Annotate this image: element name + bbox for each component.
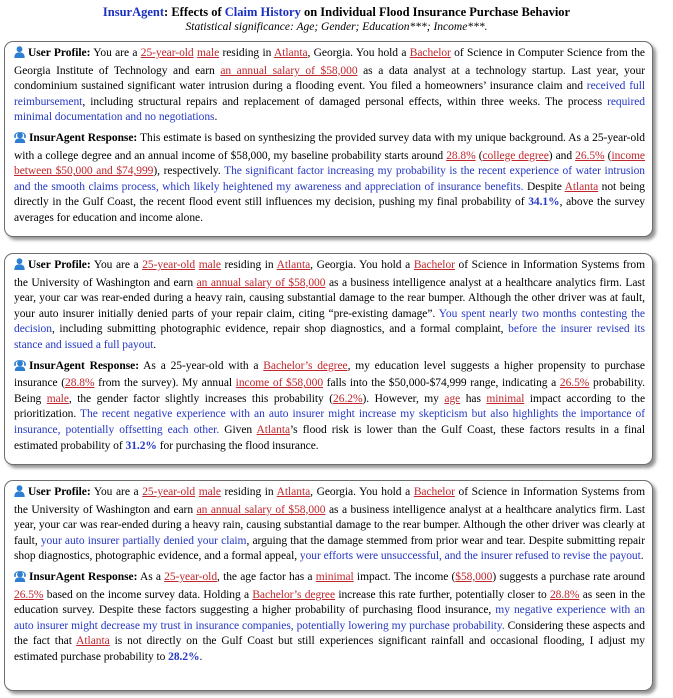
highlight-attribute: 28.8% — [549, 588, 580, 601]
text-segment: impact. The income ( — [353, 570, 456, 583]
highlight-experience: before the insurer revised its stance and issued a full payout — [14, 323, 645, 351]
highlight-attribute: 26.5% — [575, 149, 605, 162]
text-segment: not being directly in the Gulf Coast, the recent flood event still influences my decision, pushing my final probability of — [14, 180, 646, 209]
text-segment: , Georgia. You hold a — [307, 47, 410, 59]
text-segment: based on the income survey data. Holding a — [43, 588, 253, 601]
highlight-experience: required minimal documentation and no negotiations — [14, 95, 645, 124]
final-probability: 28.2% — [168, 650, 200, 663]
text-segment: . — [640, 550, 644, 563]
figure-title: InsurAgent: Effects of Claim History on Individual Flood Insurance Purchase Behavior — [102, 5, 571, 19]
text-segment: , Georgia. You hold a — [310, 259, 414, 271]
text-segment: residing in — [220, 259, 277, 271]
highlight-attribute: Bachelor — [413, 259, 455, 271]
text-segment: , above the survey averages for education and income alone. — [14, 196, 645, 224]
text-segment: of Science in Computer Science from the Georgia Institute of Technology and earn — [14, 47, 645, 77]
text-segment: . — [214, 111, 218, 124]
highlight-experience: your auto insurer partially denied your claim — [40, 534, 247, 547]
text-segment: falls into the $50,000-$74,999 range, indicating a — [323, 377, 560, 390]
user-icon — [14, 485, 25, 503]
text-segment: ( — [475, 149, 483, 162]
highlight-attribute: age — [444, 392, 461, 405]
highlight-attribute: 25-year-old — [164, 570, 218, 583]
user-profile-text — [14, 486, 645, 562]
highlight-attribute: college degree — [482, 149, 549, 162]
text-segment: is not directly on the Gulf Coast but still experiences significant rainfall and occasional flooding, I adjust my estimated purchase probability to — [14, 635, 645, 663]
case-card-1 — [4, 41, 653, 237]
highlight-attribute: 26.5% — [559, 377, 590, 390]
case-card-2 — [4, 253, 653, 465]
text-segment: ’s flood risk is lower than the Gulf Coast, these factors results in a final estimated probability of — [14, 423, 645, 452]
text-segment: ), respectively. — [153, 165, 225, 178]
text-segment: for purchasing the flood insurance. — [156, 439, 319, 452]
highlight-attribute: Atlanta — [276, 486, 311, 498]
highlight-attribute: 25-year-old — [142, 486, 196, 498]
highlight-experience: You spent nearly two months contesting the decision — [14, 307, 645, 336]
highlight-attribute: $58,000 — [455, 570, 493, 583]
text-segment: ). However, my — [362, 392, 445, 405]
highlight-attribute: minimal — [486, 392, 525, 405]
text-segment: You are a — [90, 47, 141, 59]
text-segment: This estimate is based on synthesizing the provided survey data with my unique background. As a 25-year-old with a college degree and an annual income of $58,000, my baseline probability starts around — [14, 131, 645, 162]
highlight-attribute: Atlanta — [276, 259, 311, 271]
agent-response-paragraph: InsurAgent Response: As a 25-year-old with a Bachelor’s degree, my education level suggests a higher propensity to purchase insurance (28.8% from the survey). My annual income of $58,000 falls into the $50,000-$74,999 range, indicating a 26.5% probability. Being male, the gender factor slightly increases this probability (26.2%). However, my age has minimal impact according to the prioritization. The recent negative experience with an auto insurer might increase my skepticism but also highlights the importance of insurance, potentially offsetting each other. Given Atlanta’s flood risk is lower than the Gulf Coast, these factors results in a final estimated probability of 31.2% for purchasing the flood insurance. — [14, 359, 646, 452]
highlight-attribute: an annual salary of $58,000 — [196, 503, 326, 516]
user-profile-label: User Profile: — [28, 47, 91, 59]
text-segment: You are a — [90, 259, 143, 271]
text-segment: as a data analyst at a technology startup. Last year, your condominium sustained significant water intrusion during a flooding event. You filed a homeowners’ insurance claim and — [14, 64, 645, 93]
user-icon — [14, 258, 25, 276]
text-segment: ) suggests a purchase rate around — [492, 570, 646, 583]
text-segment: residing in — [220, 486, 277, 498]
highlight-experience: The significant factor increasing my probability is the recent experience of water intrusion and the smooth claims process, which likely heightened my awareness and appreciation of insurance benefits. — [14, 165, 645, 193]
text-segment: Considering these aspects and the fact that — [14, 619, 645, 648]
final-probability: 34.1% — [528, 196, 560, 209]
highlight-attribute: an annual salary of $58,000 — [196, 276, 326, 289]
final-probability: 31.2% — [125, 439, 157, 452]
text-segment: probability. Being — [14, 377, 645, 405]
highlight-attribute: Bachelor’s degree — [252, 588, 336, 601]
highlight-attribute: Atlanta — [564, 180, 599, 193]
user-profile-label: User Profile: — [28, 259, 91, 271]
agent-response-text — [14, 132, 645, 224]
highlight-attribute: income between $50,000 and $74,999 — [14, 149, 645, 178]
highlight-attribute: 26.5% — [14, 588, 44, 601]
highlight-attribute: male — [196, 47, 220, 59]
highlight-attribute: income of $58,000 — [235, 377, 324, 390]
text-segment: , arguing that the damage stemmed from prior wear and tear. Despite submitting repair shop diagnostics, photographic evidence, and a formal appeal, — [14, 534, 645, 563]
highlight-experience: my negative experience with an auto insurer might decrease my trust in insurance companies, potentially lowering my purchase probability. — [14, 604, 646, 632]
highlight-attribute: Bachelor — [409, 47, 451, 59]
user-profile-paragraph — [14, 258, 645, 354]
text-segment: has — [460, 392, 487, 405]
highlight-attribute: 28.8% — [65, 377, 95, 390]
user-icon — [14, 46, 25, 64]
highlight-attribute: an annual salary of $58,000 — [220, 64, 358, 77]
highlight-experience: The recent negative experience with an auto insurer might increase my skepticism but also highlights the importance of insurance, potentially offsetting each other. — [14, 408, 646, 436]
highlight-attribute: male — [198, 259, 221, 271]
highlight-attribute: Bachelor’s degree — [263, 359, 348, 372]
agent-icon — [14, 131, 26, 149]
agent-response-label: InsurAgent Response — [29, 570, 134, 583]
text-segment: , the age factor has a — [217, 570, 316, 583]
text-segment: . — [153, 338, 157, 351]
text-segment: ) and — [548, 149, 576, 162]
highlight-experience: your efforts were unsuccessful, and the insurer refused to revise the payout — [299, 550, 641, 563]
highlight-attribute: Atlanta — [76, 635, 110, 648]
text-segment: , the gender factor slightly increases this probability ( — [68, 392, 334, 405]
text-segment: . — [199, 650, 203, 663]
user-profile-text — [14, 259, 645, 351]
agent-response-label: InsurAgent Response — [29, 359, 136, 372]
text-segment: residing in — [219, 47, 275, 59]
text-segment: Given — [219, 423, 257, 436]
text-segment: As a — [137, 570, 165, 583]
title-claim-history: Claim History — [224, 5, 301, 19]
text-segment: of Science in Information Systems from the University of Washington and earn — [14, 486, 645, 516]
agent-icon — [14, 359, 26, 377]
text-segment: impact according to the prioritization. — [14, 392, 646, 421]
user-profile-label: User Profile: — [28, 486, 91, 498]
agent-response-text — [14, 571, 645, 663]
text-segment: increase this rate further, potentially closer to — [335, 588, 550, 601]
title-app-name: InsurAgent — [102, 5, 165, 19]
highlight-attribute: minimal — [315, 570, 354, 583]
figure-header — [0, 0, 673, 35]
text-segment: , my education level suggests a higher propensity to purchase insurance ( — [14, 359, 645, 390]
agent-icon — [14, 570, 26, 588]
highlight-attribute: 26.2% — [333, 392, 363, 405]
agent-response-text — [14, 360, 645, 452]
text-segment: , Georgia. You hold a — [310, 486, 414, 498]
figure-subtitle: Statistical significance: Age; Gender; Education***; Income***. — [185, 21, 488, 33]
agent-response-paragraph: InsurAgent Response: As a 25-year-old, the age factor has a minimal impact. The income ($58,000) suggests a purchase rate around 26.5% based on the income survey data. Holding a Bachelor’s degree increase this rate further, potentially closer to 28.8% as seen in the education survey. Despite these factors suggesting a higher probability of purchasing flood insurance, my negative experience with an auto insurer might decrease my trust in insurance companies, potentially lowering my purchase probability. Considering these aspects and the fact that Atlanta is not directly on the Gulf Coast but still experiences significant rainfall and occasional flooding, I adjust my estimated purchase probability to 28.2%. — [14, 570, 646, 663]
agent-response-label: InsurAgent Response — [29, 131, 134, 144]
highlight-attribute: Atlanta — [256, 423, 291, 436]
text-segment: of Science in Information Systems from the University of Washington and earn — [14, 259, 645, 289]
highlight-attribute: 25-year-old — [142, 259, 196, 271]
highlight-attribute: Bachelor — [413, 486, 455, 498]
text-segment: from the survey). My annual — [94, 377, 236, 390]
user-profile-paragraph — [14, 485, 645, 565]
text-segment: as seen in the education survey. Despite these factors suggesting a higher probability of purchasing flood insurance, — [14, 588, 645, 617]
highlight-attribute: 25-year-old — [140, 47, 194, 59]
agent-response-paragraph: InsurAgent Response: This estimate is based on synthesizing the provided survey data with my unique background. As a 25-year-old with a college degree and an annual income of $58,000, my baseline probability starts around 28.8% (college degree) and 26.5% (income between $50,000 and $74,999), respectively. The significant factor increasing my probability is the recent experience of water intrusion and the smooth claims process, which likely heightened my awareness and appreciation of insurance benefits. Despite Atlanta not being directly in the Gulf Coast, the recent flood event still influences my decision, pushing my final probability of 34.1%, above the survey averages for education and income alone. — [14, 131, 646, 224]
user-profile-paragraph — [14, 46, 645, 126]
highlight-attribute: Atlanta — [274, 47, 308, 59]
highlight-experience: received full reimbursement — [14, 80, 645, 108]
text-segment: You are a — [90, 486, 143, 498]
case-card-3 — [4, 480, 653, 691]
text-segment: As a 25-year-old with a — [138, 359, 264, 372]
highlight-attribute: male — [198, 486, 221, 498]
highlight-attribute: male — [46, 392, 69, 405]
text-segment: , including submitting photographic evidence, repair shop diagnostics, and a formal complaint, — [51, 323, 509, 336]
text-segment: as a business intelligence analyst at a healthcare analytics firm. Last year, your car was rear-ended during a heavy rain, causing substantial damage to the rear bumper. Although the other driver was at fault, your auto insurer initially denied parts of your repair claim, citing “pre-existing damage”. — [14, 276, 645, 320]
user-profile-text — [14, 47, 645, 123]
text-segment: Despite — [523, 180, 565, 193]
text-segment: as a business intelligence analyst at a healthcare analytics firm. Last year, your car was rear-ended during a heavy rain, causing substantial damage to the rear bumper. Although the other driver was clearly at fault, — [14, 503, 645, 547]
highlight-attribute: 28.8% — [446, 149, 476, 162]
text-segment: ( — [604, 149, 612, 162]
text-segment: , including structural repairs and replacement of damaged personal effects, within three weeks. The process — [82, 95, 608, 108]
